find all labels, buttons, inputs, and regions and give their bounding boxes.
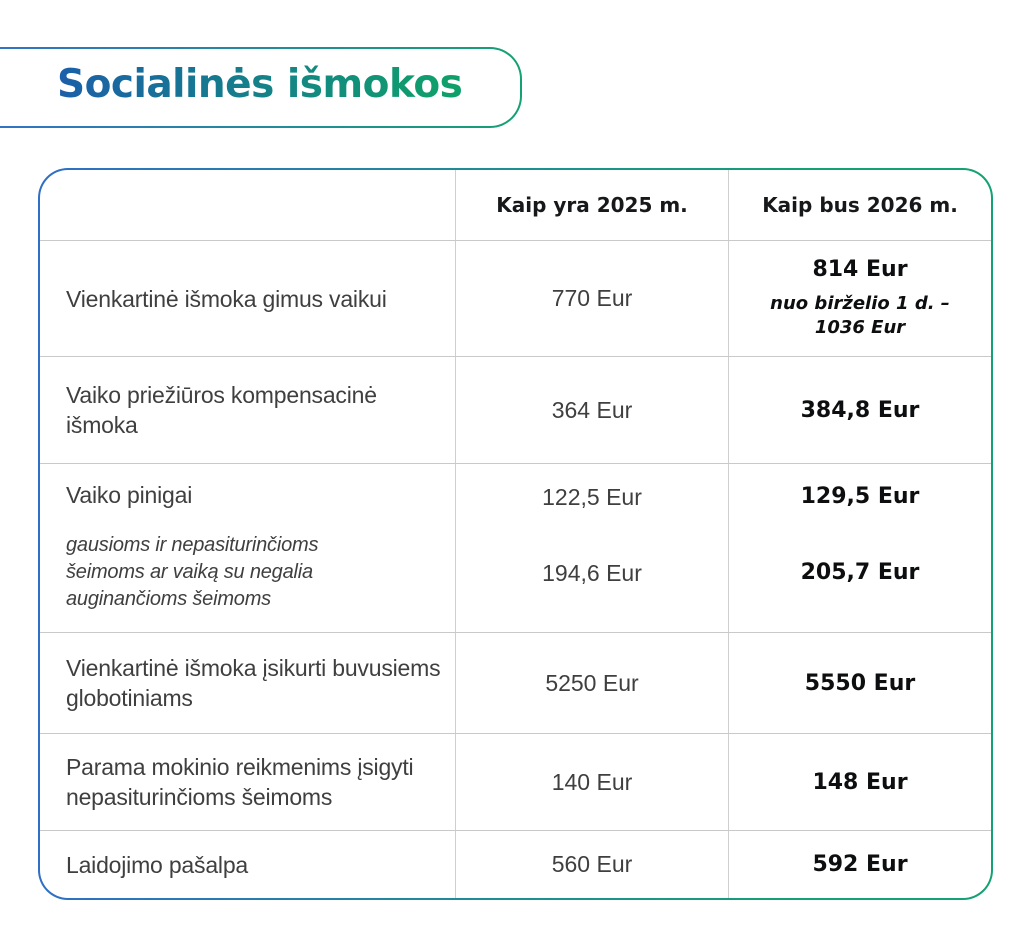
value-2026: 814 Eur	[812, 257, 908, 282]
table-row-funeral-benefit	[40, 830, 991, 898]
table-row-settlement-grant	[40, 632, 991, 733]
benefit-label: Vaiko priežiūros kompensacinė išmoka	[66, 382, 377, 438]
value-2026-cell	[728, 241, 991, 356]
benefit-label: Vaiko pinigai	[66, 482, 193, 508]
table-header-row	[40, 170, 991, 240]
title-banner-inner	[0, 49, 520, 126]
benefit-label: Vienkartinė išmoka įsikurti buvusiems globotiniams	[66, 655, 441, 711]
value-2025-cell	[455, 464, 728, 632]
column-header-2026: Kaip bus 2026 m.	[728, 170, 991, 240]
value-2025: 140 Eur	[455, 734, 728, 830]
benefit-label: Vienkartinė išmoka gimus vaikui	[66, 285, 387, 312]
value-2026: 148 Eur	[728, 734, 991, 830]
value-2026: 384,8 Eur	[728, 357, 991, 463]
value-2026: 592 Eur	[728, 831, 991, 898]
benefit-label-cell	[40, 464, 455, 632]
value-2025: 560 Eur	[455, 831, 728, 898]
value-2025: 770 Eur	[455, 241, 728, 356]
header-cell-empty	[40, 170, 455, 240]
table-row-childcare-compensation	[40, 356, 991, 463]
value-2026-cell	[728, 464, 991, 632]
value-2026: 129,5 Eur	[800, 484, 920, 509]
benefit-label: Parama mokinio reikmenims įsigyti nepasiturinčioms šeimoms	[66, 754, 414, 810]
table-row-birth-grant	[40, 240, 991, 356]
page-title: Socialinės išmokos	[57, 65, 462, 110]
value-2025: 5250 Eur	[455, 633, 728, 733]
benefit-sublabel: gausioms ir nepasiturinčioms šeimoms ar vaiką su negalia auginančioms šeimoms	[66, 534, 319, 610]
value-2025: 122,5 Eur	[542, 484, 642, 510]
value-2026-note: nuo birželio 1 d. – 1036 Eur	[770, 293, 950, 338]
sub-value-2026: 205,7 Eur	[800, 560, 920, 585]
benefit-label: Laidojimo pašalpa	[66, 851, 249, 878]
column-header-2025: Kaip yra 2025 m.	[455, 170, 728, 240]
sub-value-2025: 194,6 Eur	[542, 560, 642, 586]
value-2026: 5550 Eur	[728, 633, 991, 733]
benefits-table	[38, 168, 993, 900]
table-row-child-money	[40, 463, 991, 632]
title-banner	[0, 47, 522, 128]
value-2025: 364 Eur	[455, 357, 728, 463]
table-row-school-supplies	[40, 733, 991, 830]
benefits-table-inner	[40, 170, 991, 898]
